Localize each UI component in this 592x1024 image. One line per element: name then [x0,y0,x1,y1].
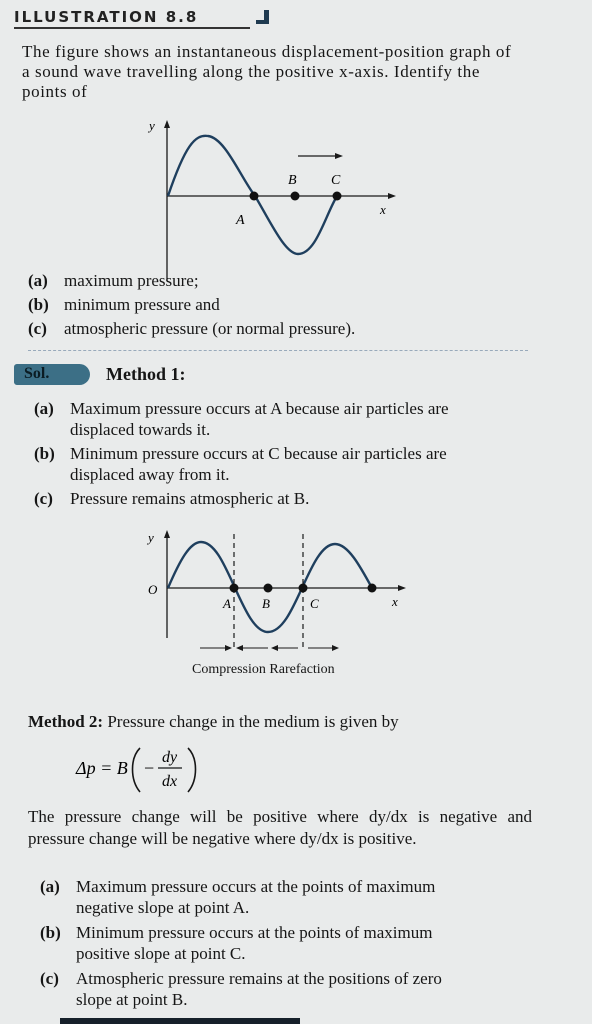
fig2-label-a: A [223,596,231,611]
method-2-intro: Pressure change in the medium is given by [107,712,399,731]
fig2-x-arrow-icon [398,585,406,591]
question-c-label: (c) [28,319,47,338]
method2-item-a [40,876,536,918]
fig1-point-b-dot [291,192,300,201]
question-c [28,318,355,339]
method1-item-b [34,443,534,485]
formula-lhs: Δp = B [76,758,128,778]
fig1-direction-arrow-icon [335,153,343,159]
solution-badge-label: Sol. [24,365,50,382]
fig1-x-arrow-icon [388,193,396,199]
fig2-caption: Compression Rarefaction [192,662,335,677]
fig2-rarefaction-arrow-left-icon [271,645,278,651]
page-bottom-bar [60,1018,300,1024]
method2-item-c [40,968,536,1010]
method1-item-a-line2: displaced towards it. [70,420,211,439]
header-underline [14,27,250,29]
method2-item-b-line1: Minimum pressure occurs at the points of maximum [76,923,433,942]
section-divider [28,350,528,351]
fig2-point-c-dot [299,584,308,593]
method2-item-b-line2: positive slope at point C. [76,944,246,963]
fig2-rarefaction-arrow-right-icon [332,645,339,651]
formula-left-paren [133,748,141,792]
header-bracket-icon [252,10,270,28]
fig1-x-label: x [380,202,386,217]
method1-item-a-label: (a) [34,399,54,418]
question-a-label: (a) [28,271,48,290]
fig2-label-b: B [262,596,270,611]
question-b-text: minimum pressure and [64,295,220,314]
method-2-title: Method 2: [28,712,104,731]
method2-item-c-line2: slope at point B. [76,990,188,1009]
pressure-formula [70,738,250,798]
question-a-text: maximum pressure; [64,271,199,290]
fig1-point-c-dot [333,192,342,201]
fig2-point-a-dot [230,584,239,593]
question-c-text: atmospheric pressure (or normal pressure). [64,319,356,338]
method1-item-a [34,398,534,440]
method1-item-c-label: (c) [34,489,53,508]
method1-item-b-line2: displaced away from it. [70,465,230,484]
method-1-title: Method 1: [106,364,186,384]
method1-item-c-line1: Pressure remains atmospheric at B. [70,489,310,508]
question-a [28,270,199,291]
formula-right-paren [188,748,196,792]
method2-item-a-line1: Maximum pressure occurs at the points of maximum [76,877,436,896]
method2-item-c-label: (c) [40,969,59,988]
intro-paragraph: The figure shows an instantaneous displacement-position graph of a sound wave travelling along the positive x-axis. Identify the points of [22,42,512,101]
method1-item-b-label: (b) [34,444,55,463]
method1-item-a-line1: Maximum pressure occurs at A because air particles are [70,399,449,418]
method1-item-b-line1: Minimum pressure occurs at C because air particles are [70,444,447,463]
figure-1-wave-graph [140,116,400,281]
question-b-label: (b) [28,295,49,314]
method2-item-c-line1: Atmospheric pressure remains at the positions of zero [76,969,442,988]
fig1-y-label: y [149,118,155,133]
fig2-point-b-dot [264,584,273,593]
fig2-y-arrow-icon [164,530,170,538]
illustration-title: ILLUSTRATION 8.8 [14,8,199,26]
fig2-origin-label: O [148,582,158,597]
fig1-point-a-dot [250,192,259,201]
fig2-compression-arrow-right-icon [236,645,243,651]
method2-item-a-label: (a) [40,877,60,896]
method-2-heading [28,712,399,732]
method-2-paragraph: The pressure change will be positive where dy/dx is negative and pressure change will be negative where dy/dx is positive. [28,807,532,848]
fig1-label-b: B [288,173,297,188]
fig2-label-c: C [310,596,319,611]
method2-item-a-line2: negative slope at point A. [76,898,250,917]
fig2-compression-arrow-left-icon [225,645,232,651]
formula-numerator: dy [162,749,178,766]
question-b [28,294,220,315]
fig2-end-dot [368,584,377,593]
fig2-y-label: y [148,530,154,545]
method2-item-b [40,922,536,964]
fig1-label-a: A [236,213,245,228]
formula-minus: − [144,758,155,778]
fig1-label-c: C [331,173,341,188]
fig1-y-arrow-icon [164,120,170,128]
fig2-x-label: x [392,594,398,609]
method1-item-c [34,488,534,509]
formula-denominator: dx [162,773,178,790]
method2-item-b-label: (b) [40,923,61,942]
